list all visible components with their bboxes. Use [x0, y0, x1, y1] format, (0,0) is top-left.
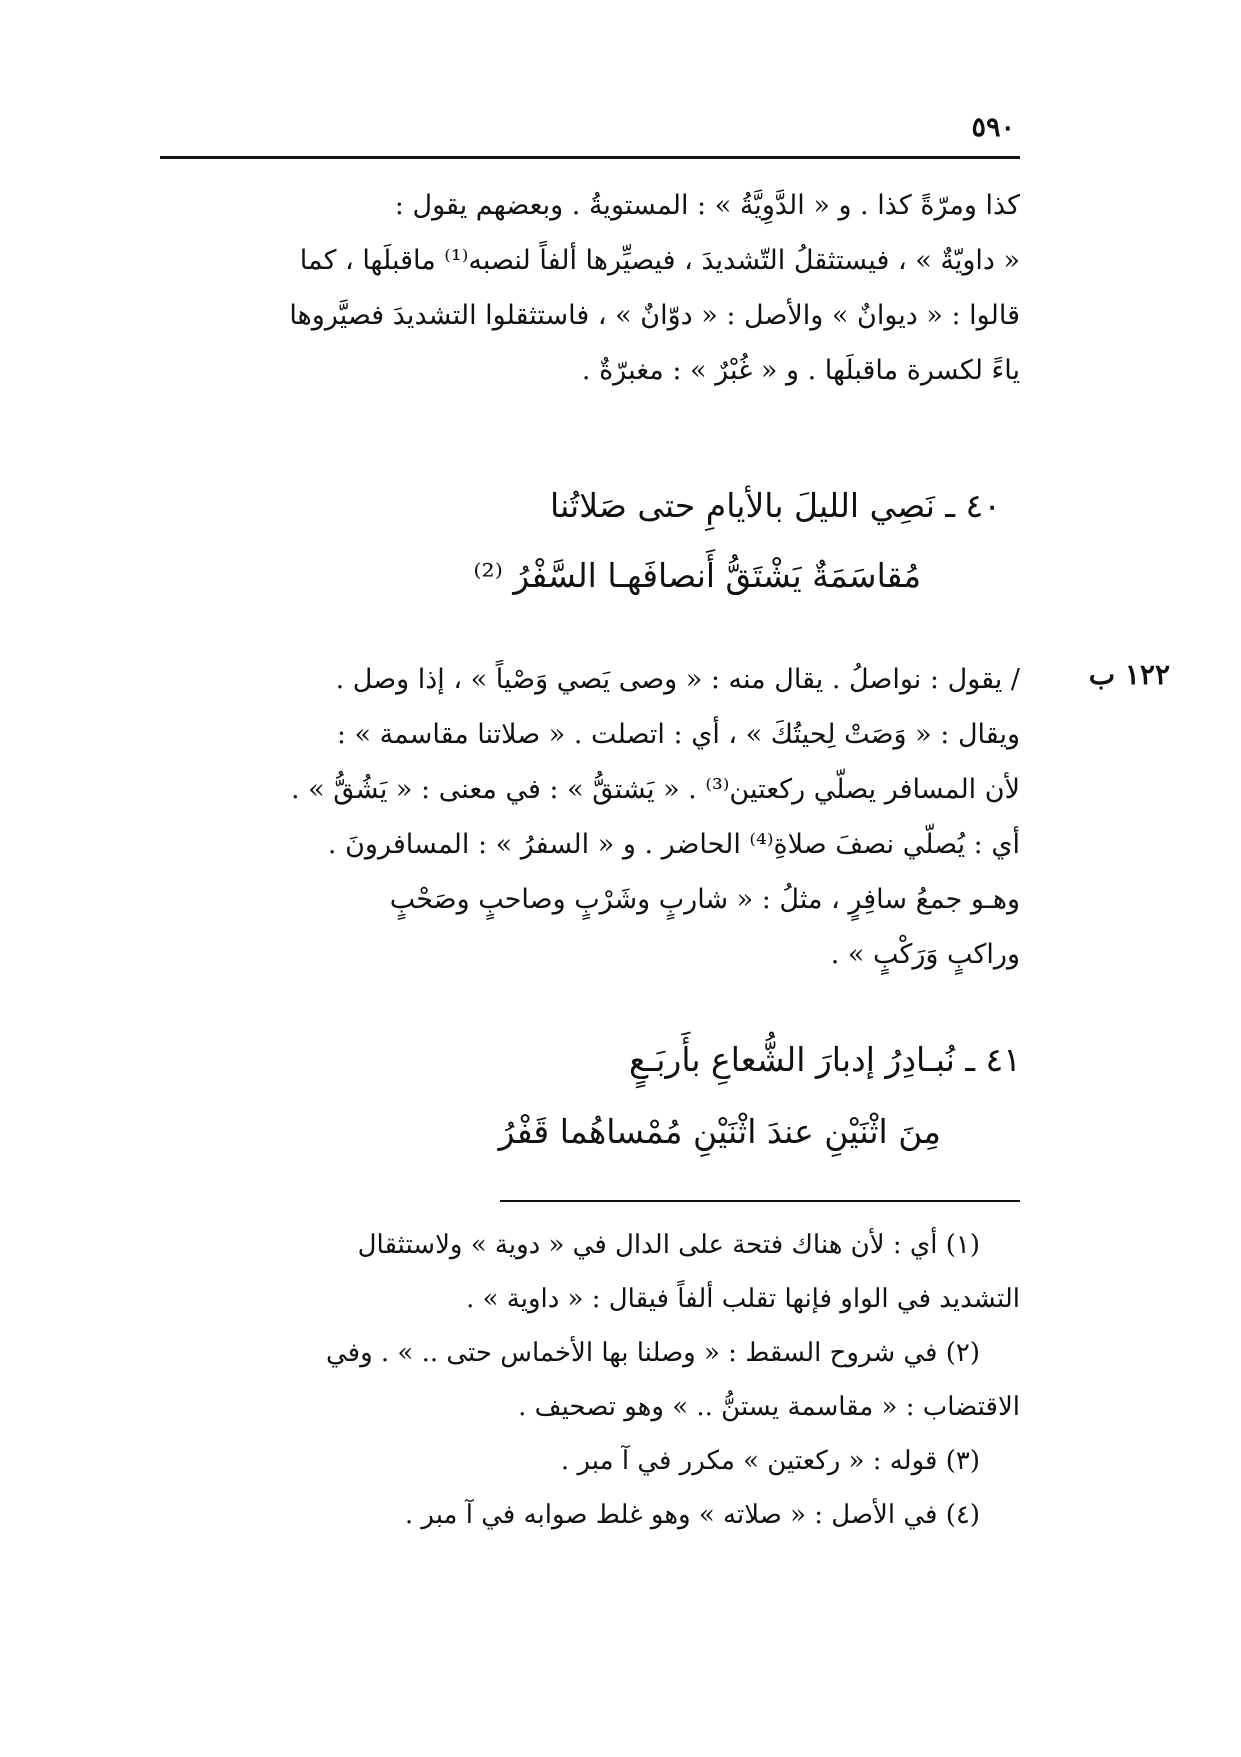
text-line: أي : يُصلّي نصفَ صلاةِ⁽⁴⁾ الحاضر . و « السفرُ » : المسافرونَ .	[327, 829, 1020, 860]
manuscript-folio-reference: ١٢٢ ب	[1088, 658, 1170, 691]
footnote-2: (٢) في شروح السقط : « وصلنا بها الأخماس حتى .. » . وفي	[325, 1338, 980, 1368]
header-rule	[160, 156, 1020, 159]
footnotes	[150, 1218, 1020, 1542]
commentary-paragraph-2	[150, 652, 1020, 982]
text-line: ياءً لكسرة ماقبلَها . و « غُبْرٌ » : مغبرّةٌ .	[581, 355, 1020, 386]
footnote-3: (٣) قوله : « ركعتين » مكرر في آ مبر .	[560, 1446, 980, 1476]
verse-41-line-2: مِنَ اثْنَيْنِ عندَ اثْنَيْنِ مُمْساهُما قَفْرُ	[498, 1112, 941, 1151]
footnote-1-continued: التشديد في الواو فإنها تقلب ألفاً فيقال : « داوية » .	[466, 1284, 1020, 1314]
footnote-rule	[500, 1200, 1020, 1202]
text-line: « داويّةٌ » ، فيستثقلُ التّشديدَ ، فيصيِّرها ألفاً لنصبه⁽¹⁾ ماقبلَها ، كما	[299, 245, 1020, 276]
page-number: ٥٩٠	[971, 112, 1015, 143]
verse-40-line-1: ٤٠ ـ نَصِي الليلَ بالأيامِ حتى صَلاتُنا	[550, 486, 1001, 525]
text-line: وراكبٍ وَرَكْبٍ » .	[830, 939, 1020, 970]
footnote-2-continued: الاقتضاب : « مقاسمة يستنُّ .. » وهو تصحيف .	[518, 1392, 1020, 1422]
footnote-1: (١) أي : لأن هناك فتحة على الدال في « دوية » ولاستثقال	[357, 1230, 980, 1260]
text-line: ويقال : « وَصَتْ لِحيتُكَ » ، أي : اتصلت . « صلاتنا مقاسمة » :	[336, 719, 1020, 750]
text-line: كذا ومرّةً كذا . و « الدَّوِيَّةُ » : المستويةُ . وبعضهم يقول :	[394, 190, 1020, 221]
footnote-4: (٤) في الأصل : « صلاته » وهو غلط صوابه في آ مبر .	[404, 1500, 980, 1530]
text-line: قالوا : « ديوانٌ » والأصل : « دوّانٌ » ، فاستثقلوا التشديدَ فصيَّروها	[289, 300, 1020, 331]
text-line: لأن المسافر يصلّي ركعتين⁽³⁾ . « يَشتقُّ » : في معنى : « يَشُقُّ » .	[290, 774, 1020, 805]
verse-40-line-2: مُقاسَمَةٌ يَشْتَقُّ أَنصافَهـا السَّفْرُ ⁽²⁾	[473, 556, 921, 595]
commentary-paragraph-1	[150, 178, 1020, 398]
text-line: وهـو جمعُ سافِرٍ ، مثلُ : « شاربٍ وشَرْبٍ وصاحبٍ وصَحْبٍ	[389, 884, 1020, 915]
verse-41-line-1: ٤١ ـ نُبـادِرُ إدبارَ الشُّعاعِ بأَربَـعٍ	[628, 1040, 1021, 1079]
text-line: / يقول : نواصلُ . يقال منه : « وصى يَصي وَصْياً » ، إذا وصل .	[335, 664, 1020, 695]
